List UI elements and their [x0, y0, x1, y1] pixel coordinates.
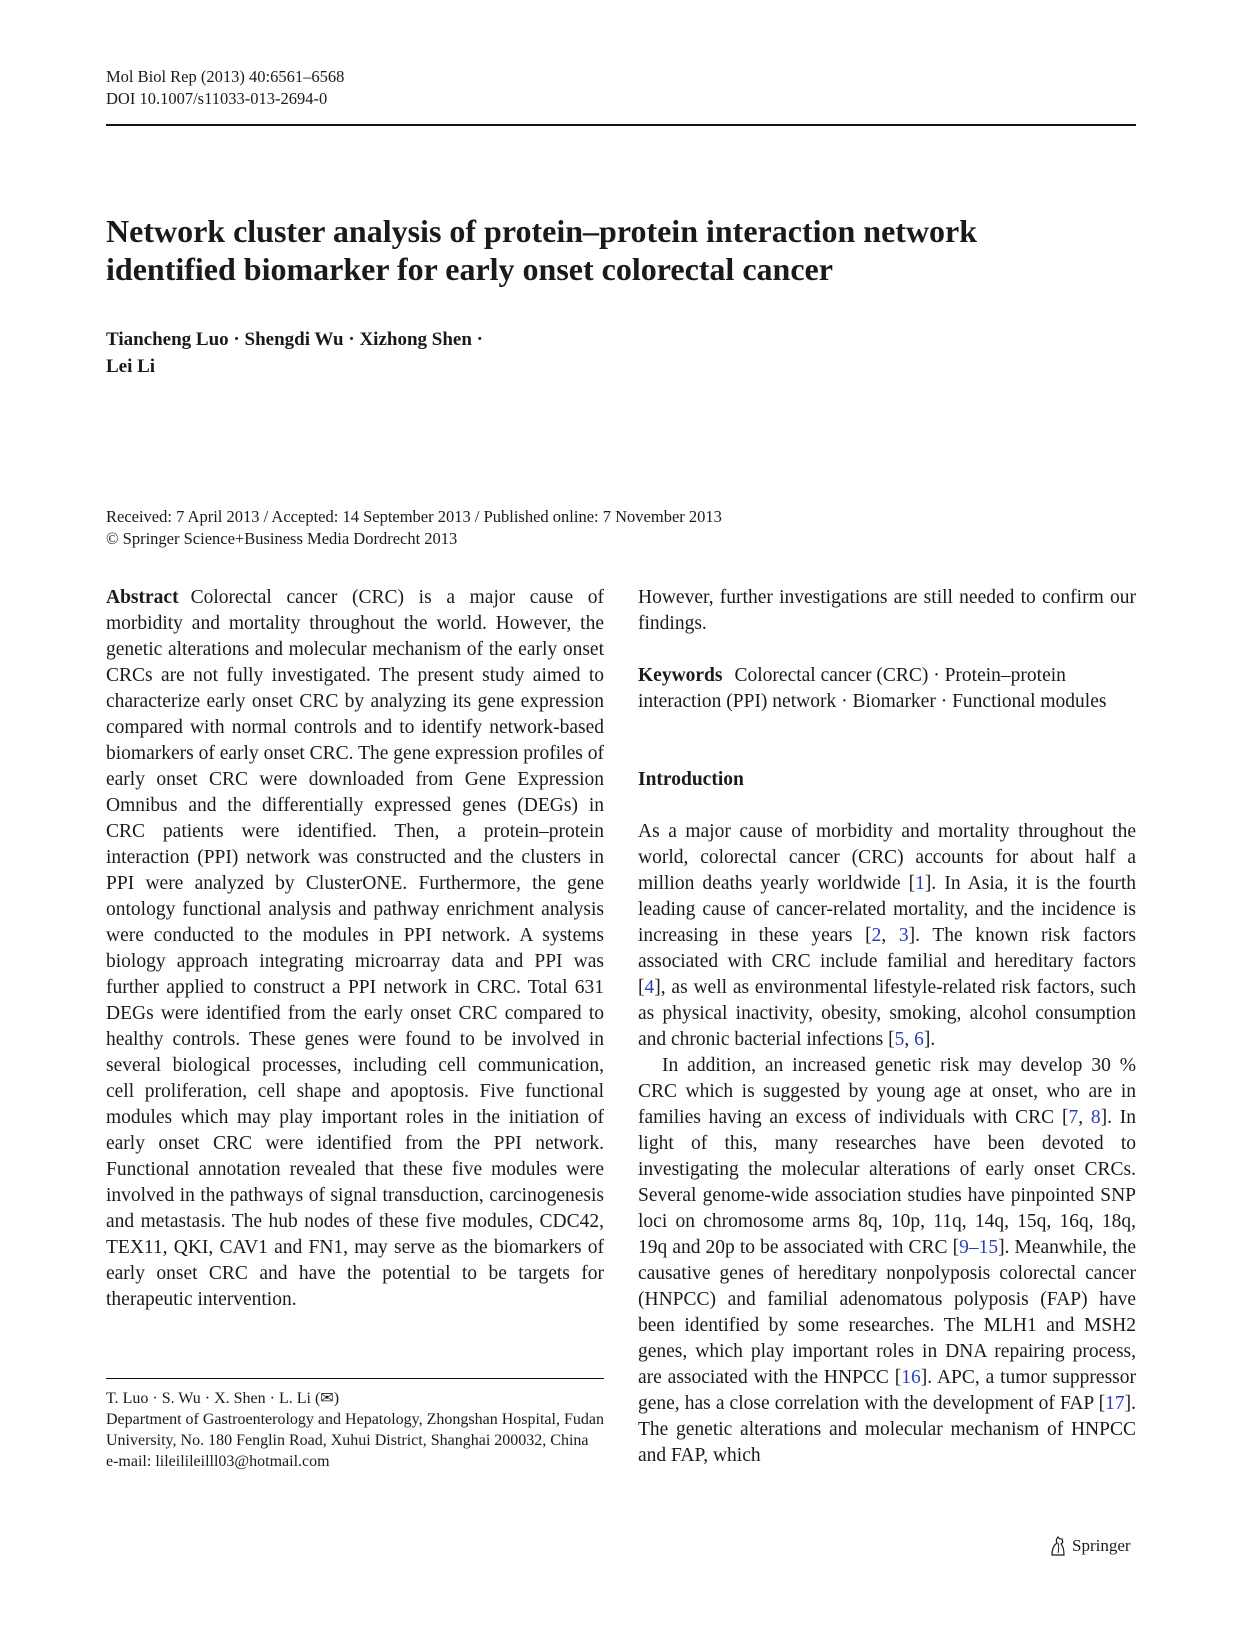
title-line-2: identified biomarker for early onset colorectal cancer — [106, 251, 833, 287]
abstract-text: Colorectal cancer (CRC) is a major cause of morbidity and mortality throughout the world. However, the genetic alterations and molecular mechanism of the early onset CRCs are not fully investigated. The present study aimed to characterize early onset CRC by analyzing its gene expression compared with normal controls and to identify network-based biomarkers of early onset CRC. The gene expression profiles of early onset CRC were downloaded from Gene Expression Omnibus and the differentially expressed genes (DEGs) in CRC patients were identified. Then, a protein–protein interaction (PPI) network was constructed and the clusters in PPI were analyzed by ClusterONE. Furthermore, the gene ontology functional analysis and pathway enrichment analysis were conducted to the modules in PPI network. A systems biology approach integrating microarray data and PPI was further applied to construct a PPI network in CRC. Total 631 DEGs were identified from the early onset CRC compared to healthy controls. These genes were found to be involved in several biological processes, including cell communication, cell proliferation, cell shape and apoptosis. Five functional modules which may play important roles in the initiation of early onset CRC were identified from the PPI network. Functional annotation revealed that these five modules were involved in the pathways of signal transduction, carcinogenesis and metastasis. The hub nodes of these five modules, CDC42, TEX11, QKI, CAV1 and FN1, may serve as the biomarkers of early onset CRC and have the potential to be targets for therapeutic intervention. — [106, 587, 604, 1310]
reference-link[interactable]: 9–15 — [959, 1237, 999, 1258]
reference-link[interactable]: 7 — [1068, 1107, 1079, 1128]
author-list — [106, 326, 483, 380]
copyright: © Springer Science+Business Media Dordrecht 2013 — [106, 529, 458, 548]
journal-citation: Mol Biol Rep (2013) 40:6561–6568 — [106, 67, 345, 86]
reference-link[interactable]: 8 — [1090, 1107, 1101, 1128]
keywords-text: Colorectal cancer (CRC) · Protein–protein interaction (PPI) network · Biomarker · Functional modules — [638, 665, 1107, 712]
authors-line-1: Tiancheng Luo · Shengdi Wu · Xizhong Shen · — [106, 329, 483, 350]
footnote-affiliation: Department of Gastroenterology and Hepatology, Zhongshan Hospital, Fudan University, No. 180 Fenglin Road, Xuhui District, Shanghai 200032, China — [106, 1411, 604, 1449]
footnote-rule — [106, 1378, 604, 1379]
journal-header — [106, 66, 344, 110]
springer-horse-icon — [1048, 1535, 1068, 1557]
reference-link[interactable]: 3 — [898, 925, 909, 946]
abstract-continued: However, further investigations are still needed to confirm our findings. — [638, 587, 1136, 634]
reference-link[interactable]: 1 — [915, 873, 925, 894]
publisher-logo — [1048, 1535, 1131, 1557]
reference-link[interactable]: 2 — [871, 925, 882, 946]
reference-link[interactable]: 4 — [644, 977, 655, 998]
article-title — [106, 212, 1136, 288]
reference-link[interactable]: 6 — [914, 1029, 924, 1050]
publication-dates — [106, 506, 722, 550]
footnote-email: e-mail: lileilileilll03@hotmail.com — [106, 1453, 330, 1470]
header-rule — [106, 124, 1136, 126]
doi: DOI 10.1007/s11033-013-2694-0 — [106, 89, 328, 108]
author-affiliation-footnote — [106, 1388, 604, 1472]
reference-link[interactable]: 17 — [1105, 1393, 1125, 1414]
footnote-authors: T. Luo · S. Wu · X. Shen · L. Li (✉) — [106, 1390, 340, 1407]
authors-line-2: Lei Li — [106, 356, 156, 377]
reference-link[interactable]: 5 — [894, 1029, 905, 1050]
right-column — [638, 585, 1136, 1469]
left-column — [106, 585, 604, 1313]
introduction-heading: Introduction — [638, 769, 744, 790]
abstract-heading: Abstract — [106, 587, 179, 608]
intro-paragraph-1: As a major cause of morbidity and mortality throughout the world, colorectal cancer (CRC) accounts for about half a million deaths yearly worldwide [1]. In Asia, it is the fourth leading cause of cancer-related mortality, and the incidence is increasing in these years [2, 3]. The known risk factors associated with CRC include familial and hereditary factors [4], as well as environmental lifestyle-related risk factors, such as physical inactivity, obesity, smoking, alcohol consumption and chronic bacterial infections [5, 6]. — [638, 821, 1136, 1050]
intro-paragraph-2: In addition, an increased genetic risk may develop 30 % CRC which is suggested by young age at onset, who are in families having an excess of individuals with CRC [7, 8]. In light of this, many researches have been devoted to investigating the molecular alterations of early onset CRCs. Several genome-wide association studies have pinpointed SNP loci on chromosome arms 8q, 10p, 11q, 14q, 15q, 16q, 18q, 19q and 20p to be associated with CRC [9–15]. Meanwhile, the causative genes of hereditary nonpolyposis colorectal cancer (HNPCC) and familial adenomatous polyposis (FAP) have been identified by some researches. The MLH1 and MSH2 genes, which play important roles in DNA repairing process, are associated with the HNPCC [16]. APC, a tumor suppressor gene, has a close correlation with the development of FAP [17]. The genetic alterations and molecular mechanism of HNPCC and FAP, which — [638, 1055, 1136, 1466]
keywords — [638, 663, 1136, 715]
abstract — [106, 585, 604, 1313]
title-line-1: Network cluster analysis of protein–protein interaction network — [106, 213, 978, 249]
publisher-name: Springer — [1072, 1536, 1131, 1555]
received-accepted-published: Received: 7 April 2013 / Accepted: 14 September 2013 / Published online: 7 November 2013 — [106, 507, 722, 526]
keywords-heading: Keywords — [638, 665, 723, 686]
reference-link[interactable]: 16 — [901, 1367, 921, 1388]
